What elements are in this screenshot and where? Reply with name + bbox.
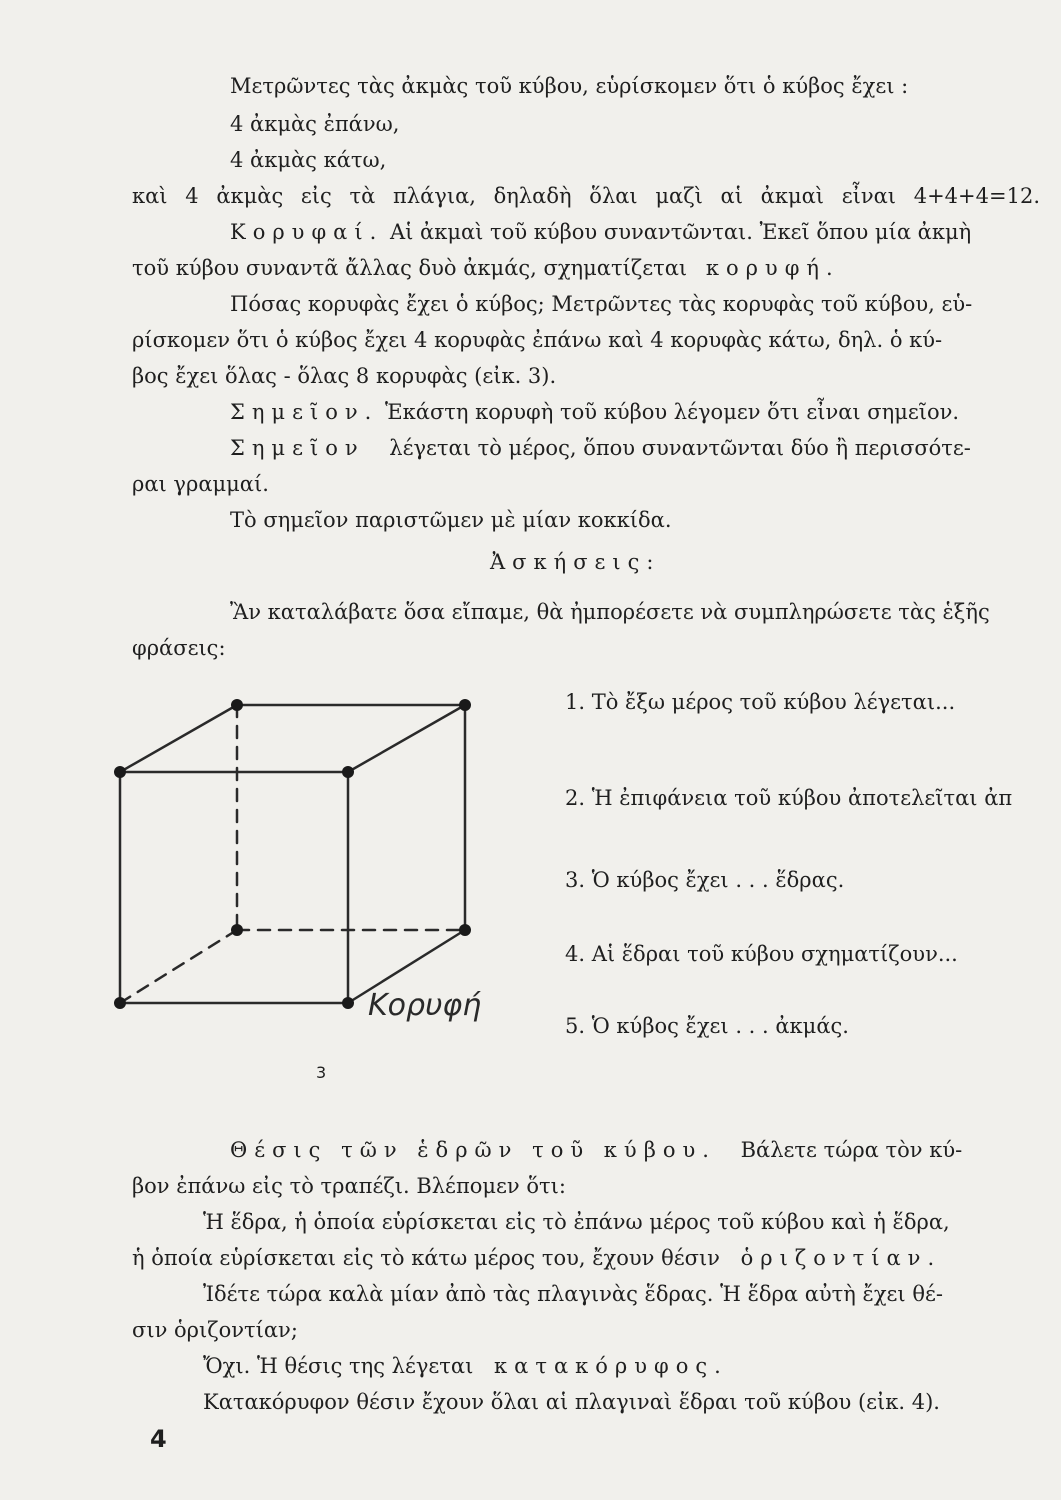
text: τοῦ κύβου συναντᾶ ἄλλας δυὸ ἀκμάς, σχηματίζεται xyxy=(132,256,688,280)
thesis-line-4 xyxy=(132,1244,941,1272)
exercise-item: 4. Αἱ ἕδραι τοῦ κύβου σχηματίζουν... xyxy=(565,942,958,966)
text-line: Μετρῶντες τὰς ἀκμὰς τοῦ κύβου, εὑρίσκομεν ὅτι ὁ κύβος ἔχει : xyxy=(230,74,909,98)
edge xyxy=(120,705,237,772)
figure-caption: 3 xyxy=(316,1063,327,1082)
text-line: Ἂν καταλάβατε ὅσα εἴπαμε, θὰ ἠμπορέσετε νὰ συμπληρώσετε τὰς ἑξῆς xyxy=(230,600,990,624)
text-line: βον ἐπάνω εἰς τὸ τραπέζι. Βλέπομεν ὅτι: xyxy=(132,1174,566,1198)
text-line: βος ἔχει ὅλας - ὅλας 8 κορυφὰς (εἰκ. 3). xyxy=(132,364,557,388)
text-line: 4 ἀκμὰς ἐπάνω, xyxy=(230,112,400,136)
exercise-item: 2. Ἡ ἐπιφάνεια τοῦ κύβου ἀποτελεῖται ἀπ xyxy=(565,786,1013,810)
exercise-item: 3. Ὁ κύβος ἔχει . . . ἕδρας. xyxy=(565,868,845,892)
text-line: Πόσας κορυφὰς ἔχει ὁ κύβος; Μετρῶντες τὰς κορυφὰς τοῦ κύβου, εὑ- xyxy=(230,292,973,316)
korifai-line xyxy=(230,218,971,246)
text-line: φράσεις: xyxy=(132,636,226,660)
text: ἡ ὁποία εὑρίσκεται εἰς τὸ κάτω μέρος του, ἔχουν θέσιν xyxy=(132,1246,720,1270)
hidden-edge xyxy=(120,930,237,1003)
vertex-dot xyxy=(342,997,354,1009)
text-line: Τὸ σημεῖον παριστῶμεν μὲ μίαν κοκκίδα. xyxy=(230,508,672,532)
text-line: καὶ 4 ἀκμὰς εἰς τὰ πλάγια, δηλαδὴ ὅλαι μαζὶ αἱ ἀκμαὶ εἶναι 4+4+4=12. xyxy=(132,184,1040,208)
vertex-dot xyxy=(114,997,126,1009)
vertex-dot xyxy=(231,699,243,711)
cube-figure xyxy=(100,690,530,1030)
text-line: ρίσκομεν ὅτι ὁ κύβος ἔχει 4 κορυφὰς ἐπάνω καὶ 4 κορυφὰς κάτω, δηλ. ὁ κύ- xyxy=(132,328,943,352)
text: Αἱ ἀκμαὶ τοῦ κύβου συναντῶνται. Ἐκεῖ ὅπου μία ἀκμὴ xyxy=(389,220,972,244)
text-line: Κατακόρυφον θέσιν ἔχουν ὅλαι αἱ πλαγιναὶ ἕδραι τοῦ κύβου (εἰκ. 4). xyxy=(203,1390,940,1414)
vertex-dot xyxy=(459,699,471,711)
text: λέγεται τὸ μέρος, ὅπου συναντῶνται δύο ἢ περισσότε- xyxy=(389,436,971,460)
simeion-def-line xyxy=(230,434,971,462)
text: Ὄχι. Ἡ θέσις της λέγεται xyxy=(203,1354,474,1378)
simeion-line xyxy=(230,398,959,426)
term-korifi: κορυφή. xyxy=(705,256,840,280)
korifai-line-2 xyxy=(132,254,840,282)
term-horizontal: ὁριζοντίαν. xyxy=(740,1246,942,1270)
text: Ἑκάστη κορυφὴ τοῦ κύβου λέγομεν ὅτι εἶναι σημεῖον. xyxy=(384,400,960,424)
thesis-line-7 xyxy=(203,1352,728,1380)
vertex-label: Κορυφή xyxy=(368,988,482,1023)
text: Βάλετε τώρα τὸν κύ- xyxy=(740,1138,963,1162)
term-simeion: Σημεῖον. xyxy=(230,400,379,424)
vertex-dot xyxy=(342,766,354,778)
term-korifai: Κορυφαί. xyxy=(230,220,384,244)
thesis-line xyxy=(230,1136,962,1164)
vertex-dot xyxy=(231,924,243,936)
vertex-dot xyxy=(459,924,471,936)
exercise-item: 5. Ὁ κύβος ἔχει . . . ἀκμάς. xyxy=(565,1014,849,1038)
edge xyxy=(348,705,465,772)
term-thesis: Θέσις τῶν ἑδρῶν τοῦ κύβου. xyxy=(230,1138,716,1162)
page-number: 4 xyxy=(150,1425,167,1453)
text-line: Ἡ ἕδρα, ἡ ὁποία εὑρίσκεται εἰς τὸ ἐπάνω μέρος τοῦ κύβου καὶ ἡ ἕδρα, xyxy=(203,1210,950,1234)
vertex-dot xyxy=(114,766,126,778)
text-line: Ἰδέτε τώρα καλὰ μίαν ἀπὸ τὰς πλαγινὰς ἕδρας. Ἡ ἕδρα αὐτὴ ἔχει θέ- xyxy=(203,1282,943,1306)
text-line: 4 ἀκμὰς κάτω, xyxy=(230,148,387,172)
text-line: ραι γραμμαί. xyxy=(132,472,269,496)
term-vertical: κατακόρυφος. xyxy=(494,1354,728,1378)
exercise-item: 1. Τὸ ἔξω μέρος τοῦ κύβου λέγεται... xyxy=(565,690,956,714)
exercises-heading: Ἀσκήσεις: xyxy=(490,550,661,574)
term-simeion-def: Σημεῖον xyxy=(230,436,365,460)
text-line: σιν ὁριζοντίαν; xyxy=(132,1318,298,1342)
